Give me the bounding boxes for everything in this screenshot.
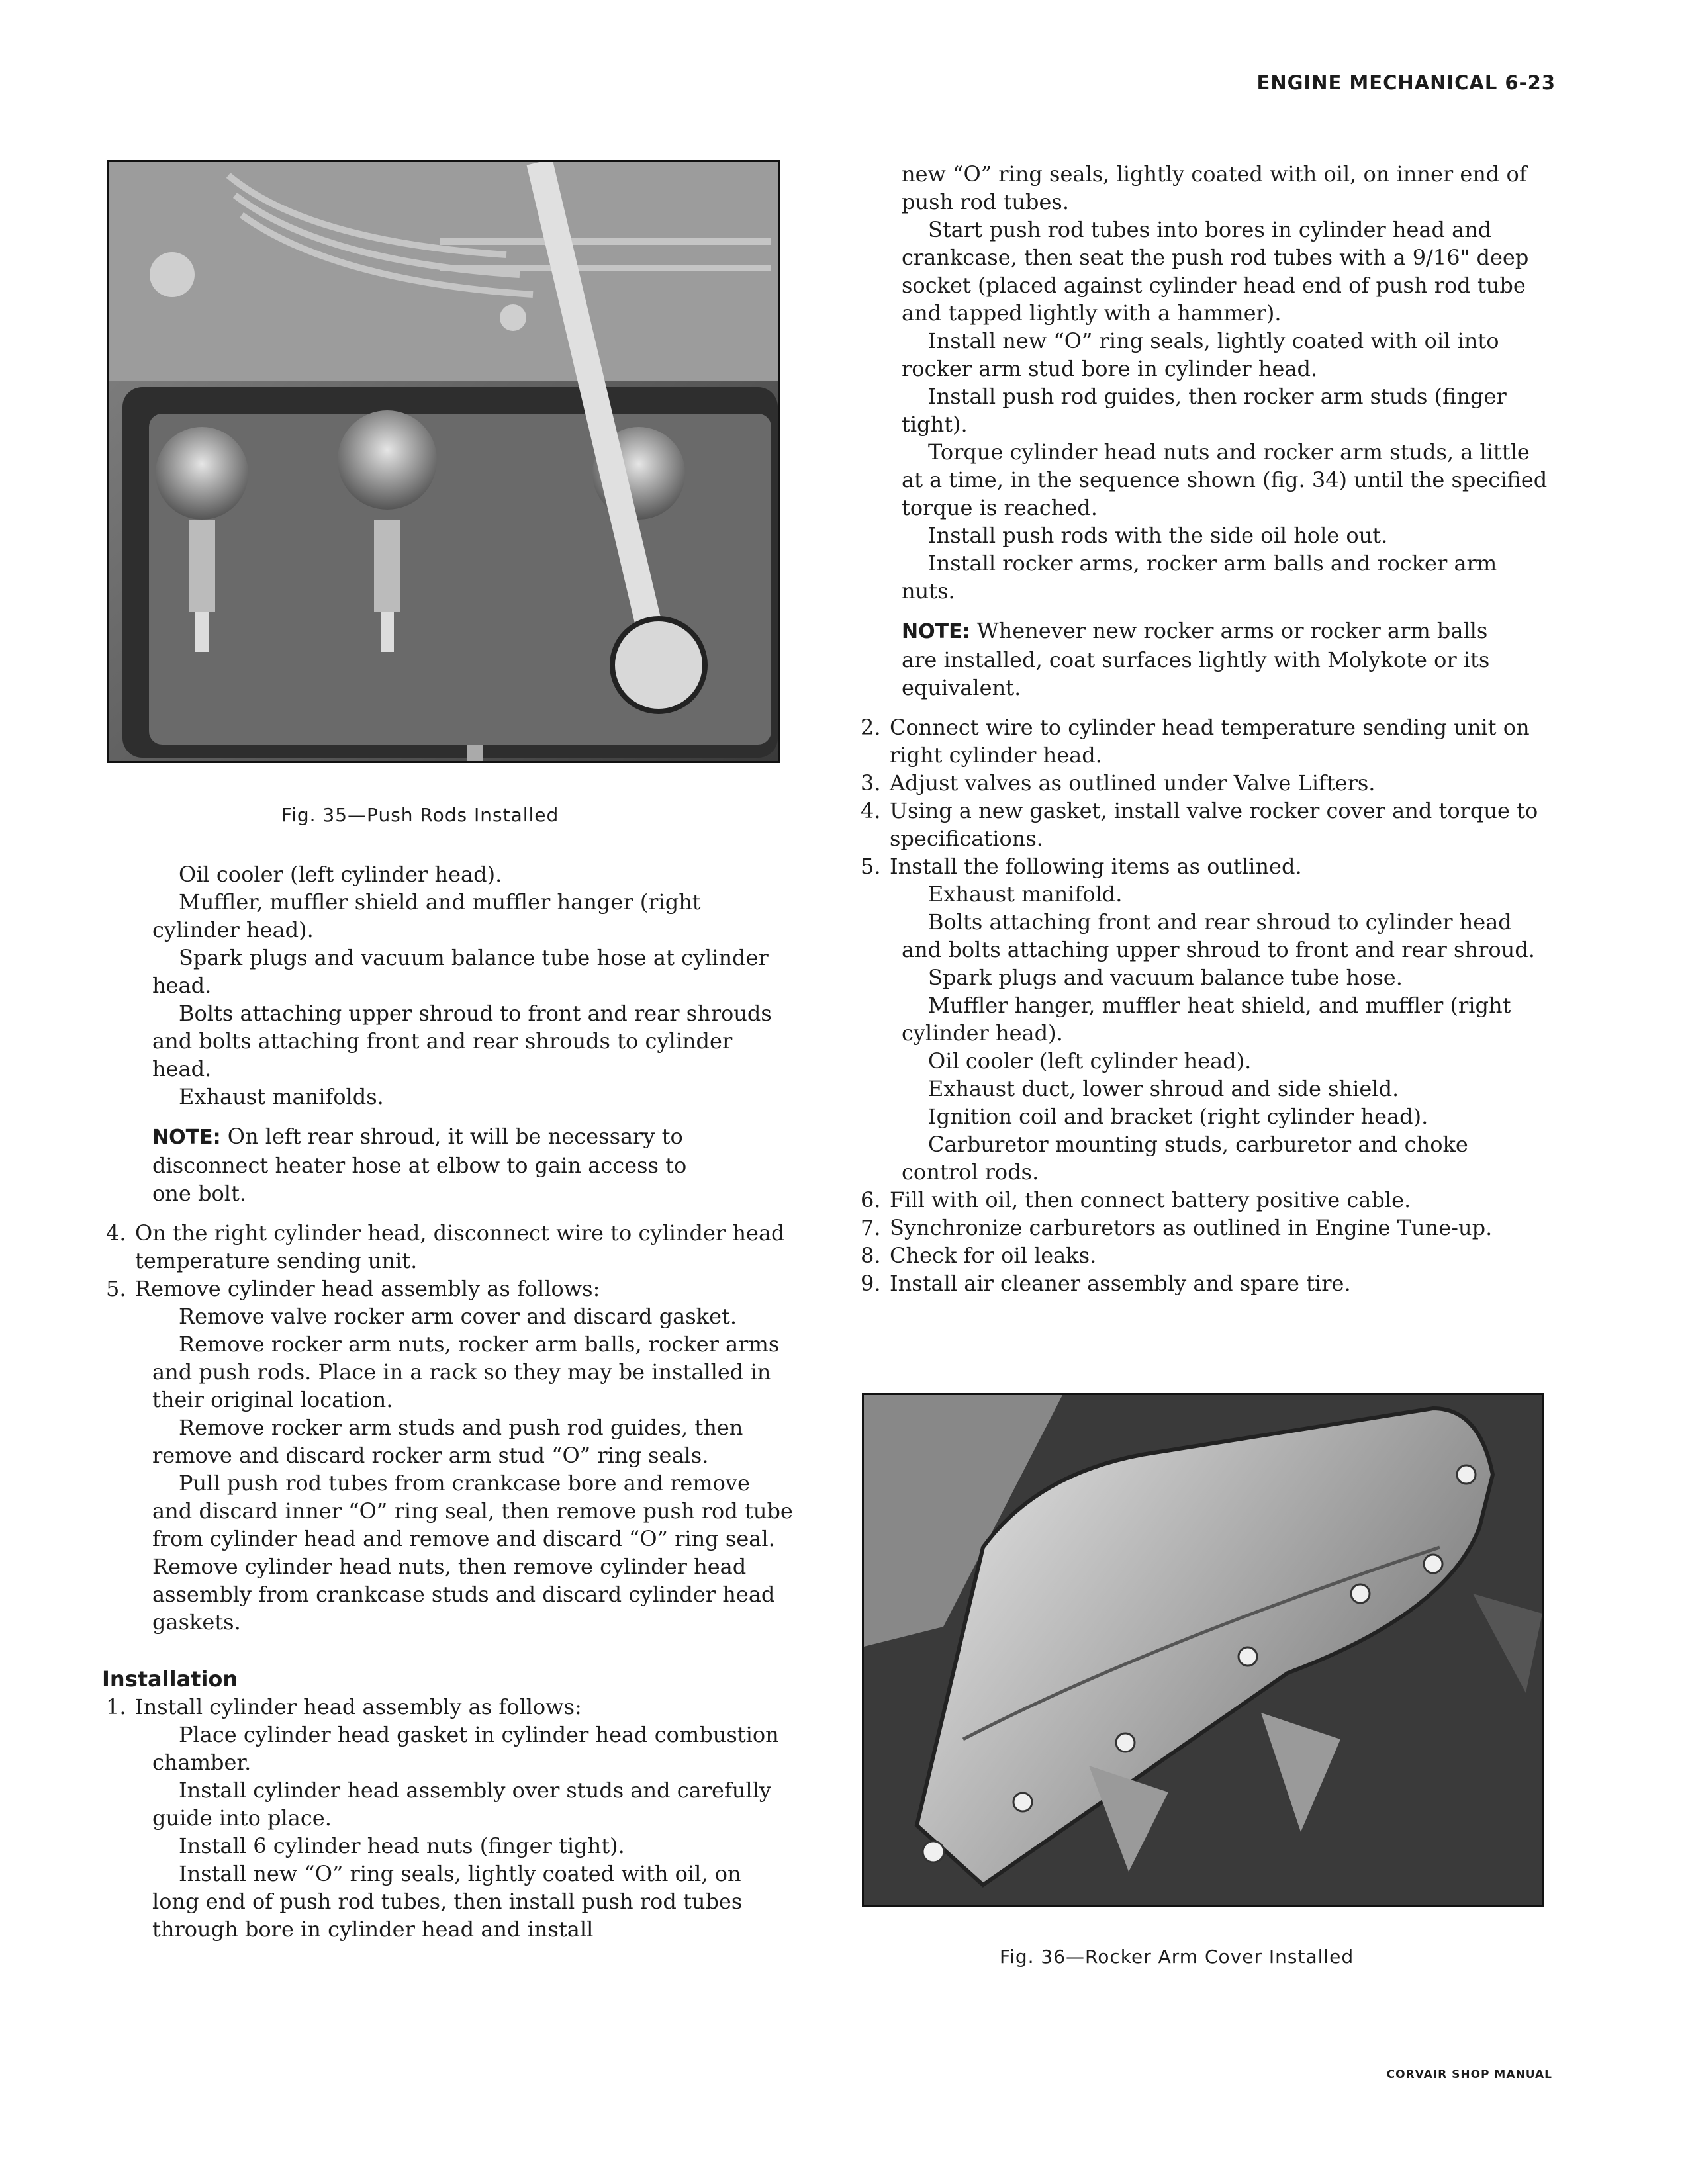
right-line: new “O” ring seals, lightly coated with oil, on inner end of push rod tubes. — [902, 161, 1527, 214]
left-step-1-substeps — [106, 1721, 794, 1943]
note-text: On left rear shroud, it will be necessary to disconnect heater hose at elbow to gain access to one bolt. — [152, 1124, 687, 1206]
left-continued-list — [106, 860, 794, 1111]
page-header: ENGINE MECHANICAL 6-23 — [1256, 71, 1556, 94]
substep: Carburetor mounting studs, carburetor and choke control rods. — [902, 1132, 1468, 1185]
step-text: Install the following items as outlined. — [890, 854, 1302, 879]
fig35-photo — [107, 160, 780, 763]
step-number: 2. — [861, 715, 881, 740]
right-step-8 — [861, 1242, 1549, 1269]
step-text: Fill with oil, then connect battery positive cable. — [890, 1187, 1411, 1212]
right-step-5-substeps — [861, 880, 1549, 1186]
right-step-7 — [861, 1214, 1549, 1242]
rocker-cover-photo-illustration — [864, 1395, 1542, 1905]
substep: Place cylinder head gasket in cylinder head combustion chamber. — [152, 1722, 779, 1775]
left-line: Bolts attaching upper shroud to front and rear shrouds and bolts attaching front and rear shrouds to cylinder head. — [152, 1001, 772, 1081]
substep: Spark plugs and vacuum balance tube hose. — [928, 965, 1403, 990]
substep: Remove rocker arm studs and push rod guides, then remove and discard rocker arm stud “O” ring seals. — [152, 1415, 743, 1468]
right-line: Install rocker arms, rocker arm balls and rocker arm nuts. — [902, 551, 1497, 604]
page-footer: CORVAIR SHOP MANUAL — [1386, 2068, 1552, 2081]
step-number: 4. — [861, 798, 881, 823]
substep: Remove valve rocker arm cover and discard gasket. — [179, 1304, 737, 1329]
step-text: Check for oil leaks. — [890, 1243, 1097, 1268]
step-text: Install air cleaner assembly and spare tire. — [890, 1271, 1351, 1296]
section-heading-installation: Installation — [102, 1666, 238, 1692]
left-column — [102, 860, 794, 1943]
right-line: Start push rod tubes into bores in cylinder head and crankcase, then seat the push rod tubes with a 9/16" deep socket (placed against cylinder head end of push rod tube and tapped lightly with a hammer). — [902, 217, 1529, 326]
right-step-9 — [861, 1269, 1549, 1297]
left-step-1 — [106, 1693, 794, 1721]
step-number: 5. — [861, 854, 881, 879]
note-label: NOTE: — [902, 620, 970, 643]
right-line: Torque cylinder head nuts and rocker arm studs, a little at a time, in the sequence shown (fig. 34) until the specified torque is reached. — [902, 439, 1548, 520]
left-step-5 — [106, 1275, 794, 1302]
left-step-4 — [106, 1219, 794, 1275]
right-line: Install push rods with the side oil hole out. — [928, 523, 1388, 548]
step-number: 8. — [861, 1243, 881, 1268]
substep: Install new “O” ring seals, lightly coated with oil, on long end of push rod tubes, then install push rod tubes through bore in cylinder head and install — [152, 1861, 743, 1942]
step-text: On the right cylinder head, disconnect wire to cylinder head temperature sending unit. — [135, 1220, 785, 1273]
left-line: Oil cooler (left cylinder head). — [179, 862, 502, 887]
step-text: Adjust valves as outlined under Valve Lifters. — [890, 770, 1376, 796]
right-step-4 — [861, 797, 1549, 852]
substep: Ignition coil and bracket (right cylinder head). — [928, 1104, 1429, 1129]
right-step-6 — [861, 1186, 1549, 1214]
step-number: 3. — [861, 770, 881, 796]
step-number: 1. — [106, 1694, 126, 1719]
substep: Install 6 cylinder head nuts (finger tight). — [179, 1833, 625, 1858]
left-step-5-substeps — [106, 1302, 794, 1636]
step-text: Using a new gasket, install valve rocker cover and torque to specifications. — [890, 798, 1538, 851]
substep: Pull push rod tubes from crankcase bore and remove and discard inner “O” ring seal, then remove push rod tube from cylinder head and remove and discard “O” ring seal. Remove cylinder head nuts, then remove cylinder head assembly from crankcase studs and discard cylinder head gaskets. — [152, 1471, 793, 1635]
right-step-5 — [861, 852, 1549, 880]
substep: Remove rocker arm nuts, rocker arm balls, rocker arms and push rods. Place in a rack so they may be installed in their original location. — [152, 1332, 780, 1412]
left-note — [106, 1122, 722, 1207]
step-text: Synchronize carburetors as outlined in Engine Tune-up. — [890, 1215, 1493, 1240]
note-text: Whenever new rocker arms or rocker arm balls are installed, coat surfaces lightly with Molykote or its equivalent. — [902, 618, 1490, 700]
substep: Exhaust duct, lower shroud and side shield. — [928, 1076, 1399, 1101]
step-number: 5. — [106, 1276, 126, 1301]
substep: Exhaust manifold. — [928, 882, 1123, 907]
push-rods-photo-illustration — [109, 162, 778, 761]
fig36-caption: Fig. 36—Rocker Arm Cover Installed — [1000, 1946, 1354, 1968]
substep: Muffler hanger, muffler heat shield, and muffler (right cylinder head). — [902, 993, 1511, 1046]
right-note — [861, 617, 1497, 702]
step-number: 6. — [861, 1187, 881, 1212]
right-column — [861, 160, 1549, 1297]
substep: Install cylinder head assembly over studs and carefully guide into place. — [152, 1778, 771, 1831]
substep: Bolts attaching front and rear shroud to cylinder head and bolts attaching upper shroud to front and rear shroud. — [902, 909, 1535, 962]
left-line: Spark plugs and vacuum balance tube hose at cylinder head. — [152, 945, 769, 998]
right-continued-list — [861, 160, 1549, 605]
note-label: NOTE: — [152, 1126, 221, 1149]
step-text: Install cylinder head assembly as follows: — [135, 1694, 582, 1719]
fig36-photo — [862, 1393, 1544, 1907]
step-number: 9. — [861, 1271, 881, 1296]
right-step-3 — [861, 769, 1549, 797]
right-line: Install push rod guides, then rocker arm studs (finger tight). — [902, 384, 1507, 437]
left-line: Exhaust manifolds. — [179, 1084, 384, 1109]
step-number: 4. — [106, 1220, 126, 1246]
right-line: Install new “O” ring seals, lightly coated with oil into rocker arm stud bore in cylinder head. — [902, 328, 1499, 381]
step-text: Remove cylinder head assembly as follows: — [135, 1276, 600, 1301]
right-step-2 — [861, 713, 1549, 769]
step-text: Connect wire to cylinder head temperature sending unit on right cylinder head. — [890, 715, 1530, 768]
left-line: Muffler, muffler shield and muffler hanger (right cylinder head). — [152, 889, 701, 942]
fig35-caption: Fig. 35—Push Rods Installed — [281, 804, 559, 826]
substep: Oil cooler (left cylinder head). — [928, 1048, 1252, 1073]
step-number: 7. — [861, 1215, 881, 1240]
